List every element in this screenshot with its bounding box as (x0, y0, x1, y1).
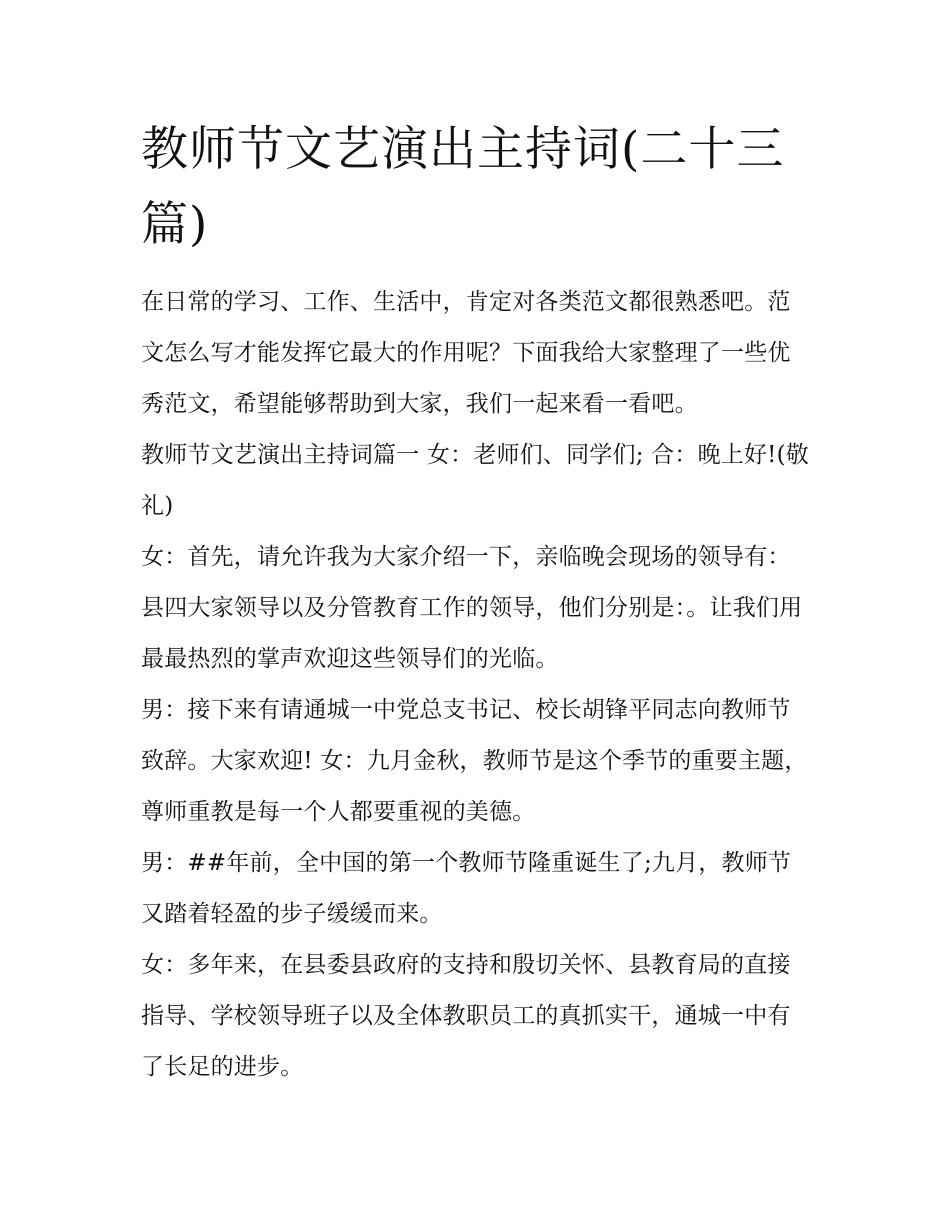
paragraph-opening-greeting: 教师节文艺演出主持词篇一 女：老师们、同学们; 合：晚上好!(敬礼) (141, 442, 809, 519)
document-content (141, 112, 813, 1093)
document-title: 教师节文艺演出主持词(二十三篇) (141, 122, 785, 252)
paragraph-school-progress: 女：多年来，在县委县政府的支持和殷切关怀、县教育局的直接指导、学校领导班子以及全体教职员工的真抓实干，通城一中有了长足的进步。 (141, 952, 791, 1080)
paragraph-leader-introduction: 女：首先，请允许我为大家介绍一下，亲临晚会现场的领导有：县四大家领导以及分管教育工作的领导，他们分别是：。让我们用最最热烈的掌声欢迎这些领导们的光临。 (141, 544, 803, 672)
document-body (141, 277, 813, 1093)
paragraph-principal-speech: 男：接下来有请通城一中党总支书记、校长胡锋平同志向教师节致辞。大家欢迎! 女：九月金秋，教师节是这个季节的重要主题，尊师重教是每一个人都要重视的美德。 (141, 697, 808, 825)
paragraph-intro: 在日常的学习、工作、生活中，肯定对各类范文都很熟悉吧。范文怎么写才能发挥它最大的作用呢？下面我给大家整理了一些优秀范文，希望能够帮助到大家，我们一起来看一看吧。 (141, 289, 791, 417)
paragraph-teachers-day-history: 男：##年前，全中国的第一个教师节隆重诞生了;九月，教师节又踏着轻盈的步子缓缓而来。 (141, 850, 792, 927)
